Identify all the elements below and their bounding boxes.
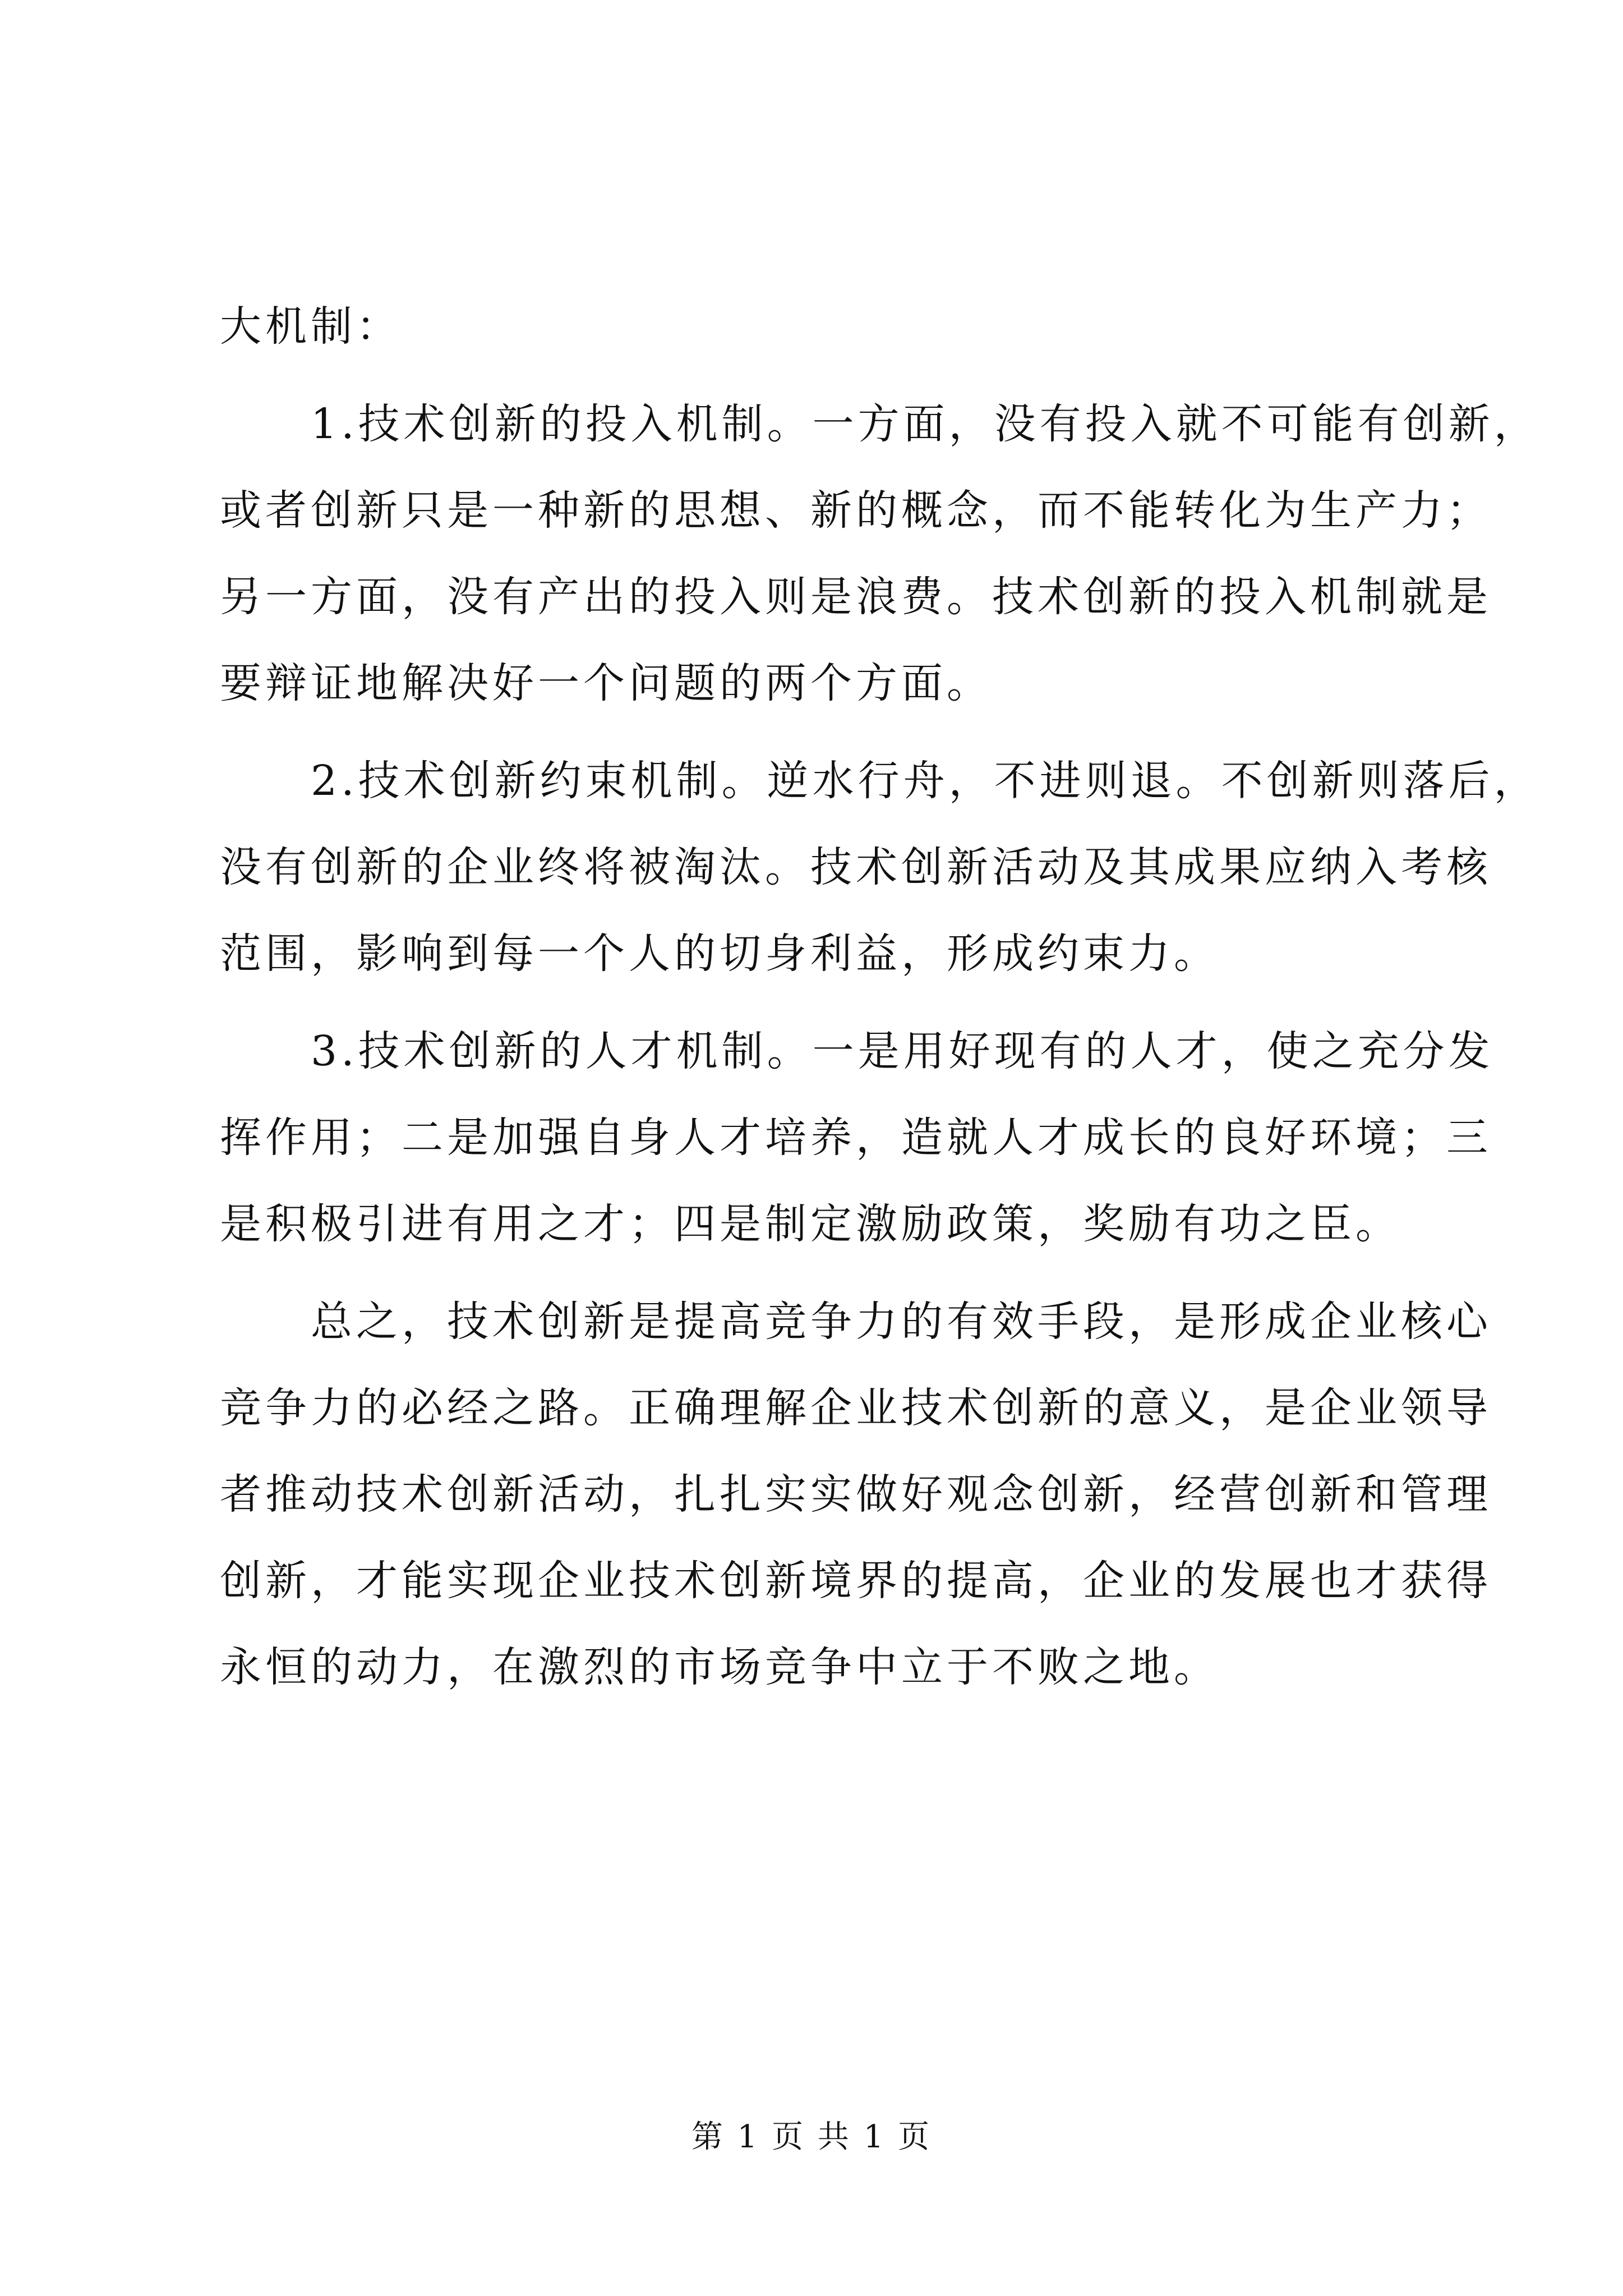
paragraph-gap	[220, 370, 1420, 381]
text-line: 者推动技术创新活动，扎扎实实做好观念创新，经营创新和管理	[220, 1470, 1492, 1519]
text-line: 竞争力的必经之路。正确理解企业技术创新的意义，是企业领导	[220, 1384, 1492, 1432]
text-line: 另一方面，没有产出的投入则是浪费。技术创新的投入机制就是	[220, 573, 1492, 621]
text-line: 1.技术创新的投入机制。一方面，没有投入就不可能有创新，	[220, 400, 1539, 448]
text-line: 2.技术创新约束机制。逆水行舟，不进则退。不创新则落后，	[220, 757, 1539, 805]
text-line: 要辩证地解决好一个问题的两个方面。	[220, 659, 992, 707]
text-line: 3.技术创新的人才机制。一是用好现有的人才，使之充分发	[220, 1027, 1494, 1075]
text-line: 总之，技术创新是提高竞争力的有效手段，是形成企业核心	[220, 1297, 1492, 1346]
text-line: 创新，才能实现企业技术创新境界的提高，企业的发展也才获得	[220, 1557, 1492, 1605]
text-line: 挥作用；二是加强自身人才培养，造就人才成长的良好环境；三	[220, 1114, 1492, 1162]
text-line: 没有创新的企业终将被淘汰。技术创新活动及其成果应纳入考核	[220, 843, 1492, 891]
text-line: 大机制：	[220, 302, 402, 351]
text-line: 或者创新只是一种新的思想、新的概念，而不能转化为生产力；	[220, 486, 1492, 535]
text-line: 永恒的动力，在激烈的市场竞争中立于不败之地。	[220, 1643, 1219, 1691]
page-number-footer: 第 1 页 共 1 页	[691, 2119, 932, 2155]
paragraph-gap	[220, 997, 1420, 1008]
paragraph-gap	[220, 726, 1420, 738]
paragraph-gap	[220, 1267, 1420, 1278]
document-body	[220, 283, 1539, 1710]
text-line: 范围，影响到每一个人的切身利益，形成约束力。	[220, 930, 1219, 978]
text-line: 是积极引进有用之才；四是制定激励政策，奖励有功之臣。	[220, 1200, 1401, 1248]
